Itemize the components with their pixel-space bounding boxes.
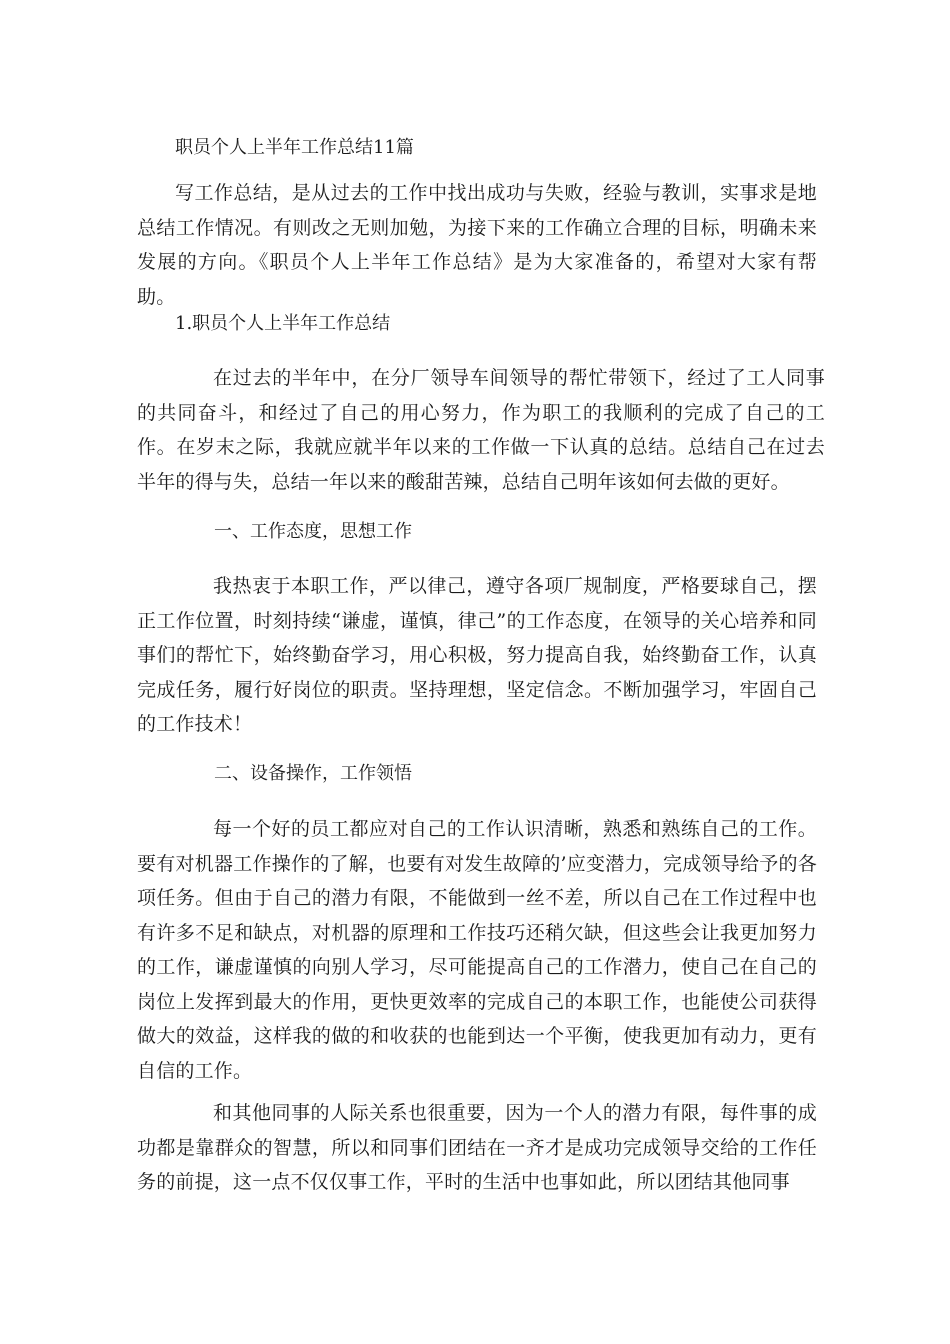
section-title-1: 1.职员个人上半年工作总结 <box>175 313 391 334</box>
intro-paragraph: 写工作总结，是从过去的工作中找出成功与失败，经验与教训，实事求是地总结工作情况。有则改之无则加勉，为接下来的工作确立合理的目标，明确未来发展的方向。《职员个人上半年工作总结》是为大家准备的，希望对大家有帮助。 <box>137 182 817 308</box>
section1-paragraph: 在过去的半年中，在分厂领导车间领导的帮忙带领下，经过了工人同事的共同奋斗，和经过了自己的用心努力，作为职工的我顺利的完成了自己的工作。在岁末之际，我就应就半年以来的工作做一下认真的总结。总结自己在过去半年的得与失，总结一年以来的酸甜苦辣，总结自己明年该如何去做的更好。 <box>137 367 825 493</box>
relationships-paragraph: 和其他同事的人际关系也很重要，因为一个人的潜力有限，每件事的成功都是靠群众的智慧，所以和同事们团结在一齐才是成功完成领导交给的工作任务的前提，这一点不仅仅事工作，平时的生活中也事如此，所以团结其他同事 <box>137 1102 817 1193</box>
subheading-attitude: 一、工作态度，思想工作 <box>214 521 412 542</box>
equipment-paragraph: 每一个好的员工都应对自己的工作认识清晰，熟悉和熟练自己的工作。要有对机器工作操作的了解，也要有对发生故障的’应变潜力，完成领导给予的各项任务。但由于自己的潜力有限，不能做到一丝不差，所以自己在工作过程中也有许多不足和缺点，对机器的原理和工作技巧还稍欠缺，但这些会让我更加努力的工作，谦虚谨慎的向别人学习，尽可能提高自己的工作潜力，使自己在自己的岗位上发挥到最大的作用，更快更效率的完成自己的本职工作，也能使公司获得做大的效益，这样我的做的和收获的也能到达一个平衡，使我更加有动力，更有自信的工作。 <box>137 818 817 1082</box>
subheading-equipment: 二、设备操作，工作领悟 <box>214 763 412 784</box>
attitude-paragraph: 我热衷于本职工作，严以律己，遵守各项厂规制度，严格要球自己，摆正工作位置，时刻持续“谦虚，谨慎，律己”的工作态度，在领导的关心培养和同事们的帮忙下，始终勤奋学习，用心积极，努力提高自我，始终勤奋工作，认真完成任务，履行好岗位的职责。坚持理想，坚定信念。不断加强学习，牢固自己的工作技术！ <box>137 575 817 735</box>
document-title: 职员个人上半年工作总结11篇 <box>175 137 414 158</box>
